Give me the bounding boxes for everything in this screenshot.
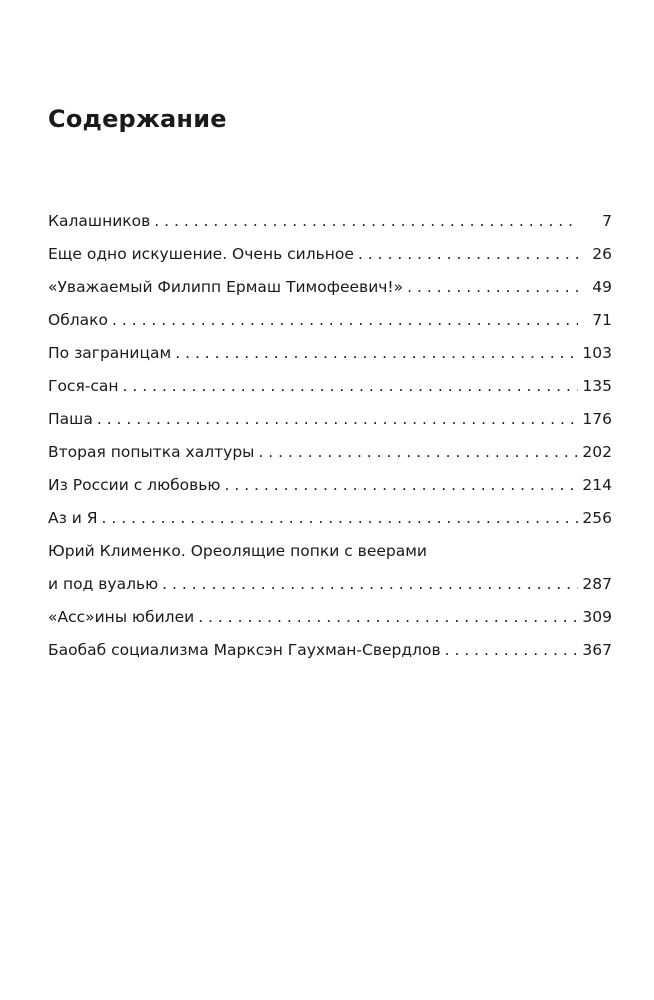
dot-leader	[102, 502, 578, 535]
toc-entry-title: «Асс»ины юбилеи	[48, 608, 195, 626]
toc-entry-page: 103	[582, 344, 612, 362]
toc-entry-page: 176	[582, 410, 612, 428]
toc-entry-title: Гося-сан	[48, 377, 119, 395]
toc-entry-title: Облако	[48, 311, 109, 329]
toc-entry-page: 367	[582, 641, 612, 659]
toc-entry-page: 202	[582, 443, 612, 461]
toc-entry-page: 135	[582, 377, 612, 395]
toc-entry-title: Аз и Я	[48, 509, 98, 527]
toc-entry-title-line1: Юрий Клименко. Ореолящие попки с веерами	[48, 542, 427, 560]
toc-entry	[48, 634, 612, 667]
toc-entry-page: 256	[582, 509, 612, 527]
toc-entry-title: По заграницам	[48, 344, 172, 362]
toc-entry-page: 71	[592, 311, 612, 329]
table-of-contents	[48, 205, 612, 667]
toc-entry-title: Паша	[48, 410, 93, 428]
toc-entry	[48, 337, 612, 370]
toc-entry-page: 26	[592, 245, 612, 263]
toc-entry	[48, 304, 612, 337]
toc-entry	[48, 238, 612, 271]
toc-entry-page: 287	[582, 575, 612, 593]
dot-leader	[175, 337, 578, 370]
toc-entry	[48, 205, 612, 238]
toc-entry-title: Калашников	[48, 212, 151, 230]
dot-leader	[407, 271, 578, 304]
dot-leader	[97, 403, 578, 436]
page-title: Содержание	[48, 105, 227, 133]
dot-leader	[154, 205, 578, 238]
toc-entry-title-line2: и под вуалью	[48, 575, 159, 593]
toc-entry-title: Из России с любовью	[48, 476, 221, 494]
toc-entry-multiline	[48, 535, 612, 601]
toc-entry	[48, 601, 612, 634]
toc-entry	[48, 271, 612, 304]
dot-leader	[258, 436, 578, 469]
toc-entry	[48, 436, 612, 469]
dot-leader	[224, 469, 578, 502]
toc-entry-page: 7	[602, 212, 612, 230]
dot-leader	[112, 304, 578, 337]
dot-leader	[358, 238, 578, 271]
dot-leader	[162, 568, 578, 601]
toc-entry	[48, 370, 612, 403]
dot-leader	[198, 601, 578, 634]
toc-entry-title: Вторая попытка халтуры	[48, 443, 255, 461]
toc-entry-title: «Уважаемый Филипп Ермаш Тимофеевич!»	[48, 278, 404, 296]
toc-entry-second-line	[48, 568, 612, 601]
toc-entry	[48, 502, 612, 535]
toc-entry	[48, 403, 612, 436]
toc-entry-first-line	[48, 535, 612, 568]
dot-leader	[123, 370, 578, 403]
dot-leader	[445, 634, 578, 667]
toc-entry-page: 309	[582, 608, 612, 626]
toc-entry-page: 49	[592, 278, 612, 296]
toc-entry-page: 214	[582, 476, 612, 494]
toc-entry-title: Баобаб социализма Марксэн Гаухман-Свердлов	[48, 641, 441, 659]
toc-entry-title: Еще одно искушение. Очень сильное	[48, 245, 354, 263]
toc-entry	[48, 469, 612, 502]
